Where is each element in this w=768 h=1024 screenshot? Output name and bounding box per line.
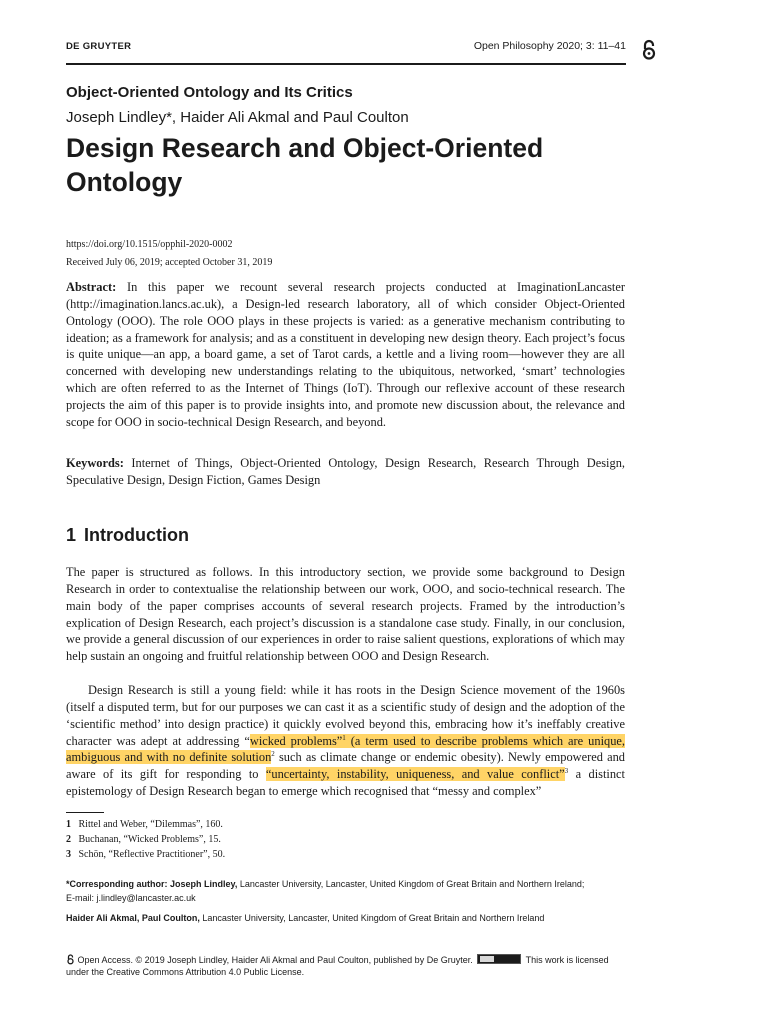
cc-by-license-badge[interactable] xyxy=(477,954,521,964)
open-access-icon xyxy=(640,39,658,61)
footnote-number: 1 xyxy=(66,819,71,830)
open-access-icon xyxy=(66,954,75,965)
coauthors-affiliation: Lancaster University, Lancaster, United Kingdom of Great Britain and Northern Ireland xyxy=(199,913,545,923)
highlight-2: (a term used to describe problems which are unique, ambiguous and with no definite solution xyxy=(66,733,625,765)
paragraph-text: Design Research is still a young field: while it has roots in the Design Science movement of the 1960s (itself a disputed term, but for our purposes we can cast it as a scientific study of design and the adoption of the ‘scientific method’ into design practice) it quickly evolved beyond this, embracing how it’s ineffably creative character was adept at addressing “ xyxy=(66,683,625,748)
paragraph-text: such as climate change or endemic obesity). Newly empowered and aware of its gift for responding to xyxy=(66,750,626,782)
abstract-text: In this paper we recount several research projects conducted at ImaginationLancaster (http://imagination.lancs.ac.uk), a Design-led research laboratory, all of which consider Object-Oriented Ontology (OOO). The role OOO plays in these projects is varied: as a generative mechanism contributing to ideation; as a framework for analysis; and as a constituent in developing new design theory. Each project’s focus is quite unique—an app, a board game, a set of Tarot cards, a kettle and a living room—however they are all concerned with developing new understandings relating to the ubiquitous, networked, ‘smart’ technologies which are often referred to as the Internet of Things (IoT). Through our reflexive account of these research projects the aim of this paper is to provide insights into, and promote new discussion about, the relevance and scope for OOO in socio-technical Design Research, and beyond. xyxy=(66,280,625,429)
corresponding-author-label: *Corresponding author: Joseph Lindley, xyxy=(66,879,238,889)
abstract xyxy=(66,279,625,431)
footnote-number: 3 xyxy=(66,849,71,860)
keywords-label: Keywords: xyxy=(66,456,124,470)
publisher-name: DE GRUYTER xyxy=(66,41,132,52)
footnote-ref-3[interactable]: 3 xyxy=(564,767,569,776)
footnote-ref-1[interactable]: 1 xyxy=(342,733,346,742)
license-statement: This work is licensed under the Creative Commons Attribution 4.0 Public License. xyxy=(66,955,609,977)
doi-link[interactable]: https://doi.org/10.1515/opphil-2020-0002 xyxy=(66,239,233,250)
footnote-text: Buchanan, “Wicked Problems”, 15. xyxy=(78,834,221,845)
license-notice xyxy=(66,954,630,978)
abstract-label: Abstract: xyxy=(66,280,117,294)
footnote-rule xyxy=(66,812,104,813)
keywords xyxy=(66,455,625,489)
corresponding-author-email[interactable]: E-mail: j.lindley@lancaster.ac.uk xyxy=(66,893,196,903)
footnote-number: 2 xyxy=(66,834,71,845)
section-title: Introduction xyxy=(84,525,189,545)
author-list: Joseph Lindley*, Haider Ali Akmal and Paul Coulton xyxy=(66,109,409,126)
corresponding-author-affiliation: Lancaster University, Lancaster, United Kingdom of Great Britain and Northern Ireland; xyxy=(237,879,585,889)
intro-paragraph-2 xyxy=(66,682,625,800)
footnote-ref-2[interactable]: 2 xyxy=(271,750,275,759)
header-rule xyxy=(66,63,626,65)
journal-reference: Open Philosophy 2020; 3: 11–41 xyxy=(473,40,626,52)
footnote xyxy=(66,817,225,832)
keywords-text: Internet of Things, Object-Oriented Ontology, Design Research, Research Through Design, Speculative Design, Design Fiction, Games Design xyxy=(66,456,625,487)
corresponding-author xyxy=(66,877,628,905)
footnote xyxy=(66,847,225,862)
coauthor-affiliation xyxy=(66,911,544,925)
footnote-text: Rittel and Weber, “Dilemmas”, 160. xyxy=(78,819,223,830)
received-dates: Received July 06, 2019; accepted October 31, 2019 xyxy=(66,257,273,268)
intro-paragraph-1: The paper is structured as follows. In this introductory section, we provide some background to Design Research in order to contextualise the relationship between our work, OOO, and socio-technical research. The main body of the paper comprises accounts of several research projects. Framed by the introduction’s explication of Design Research, each project’s discussion is a standalone case study. Finally, in our conclusion, we provide a general discussion of our experiences in order to raise salient questions, explorations of which may help sustain an ongoing and fruitful relationship between OOO and Design Research. xyxy=(66,565,625,664)
paragraph-text: a distinct epistemology of Design Research began to emerge which recognised that “messy and complex” xyxy=(66,767,625,799)
coauthors-label: Haider Ali Akmal, Paul Coulton, xyxy=(66,913,200,923)
footnote-text: Schön, “Reflective Practitioner”, 50. xyxy=(78,849,226,860)
section-number: 1 xyxy=(66,525,77,545)
footnote xyxy=(66,832,225,847)
highlight-3: “uncertainty, instability, uniqueness, and value conflict” xyxy=(265,767,565,782)
footnotes xyxy=(66,817,225,862)
journal-section-heading: Object-Oriented Ontology and Its Critics xyxy=(66,84,353,101)
article-title: Design Research and Object-Oriented Ontology xyxy=(66,133,544,197)
introduction-heading xyxy=(66,525,189,546)
highlight-1: wicked problems” xyxy=(249,733,343,748)
license-copyright: Open Access. © 2019 Joseph Lindley, Haider Ali Akmal and Paul Coulton, published by De Gruyter. xyxy=(77,955,473,965)
